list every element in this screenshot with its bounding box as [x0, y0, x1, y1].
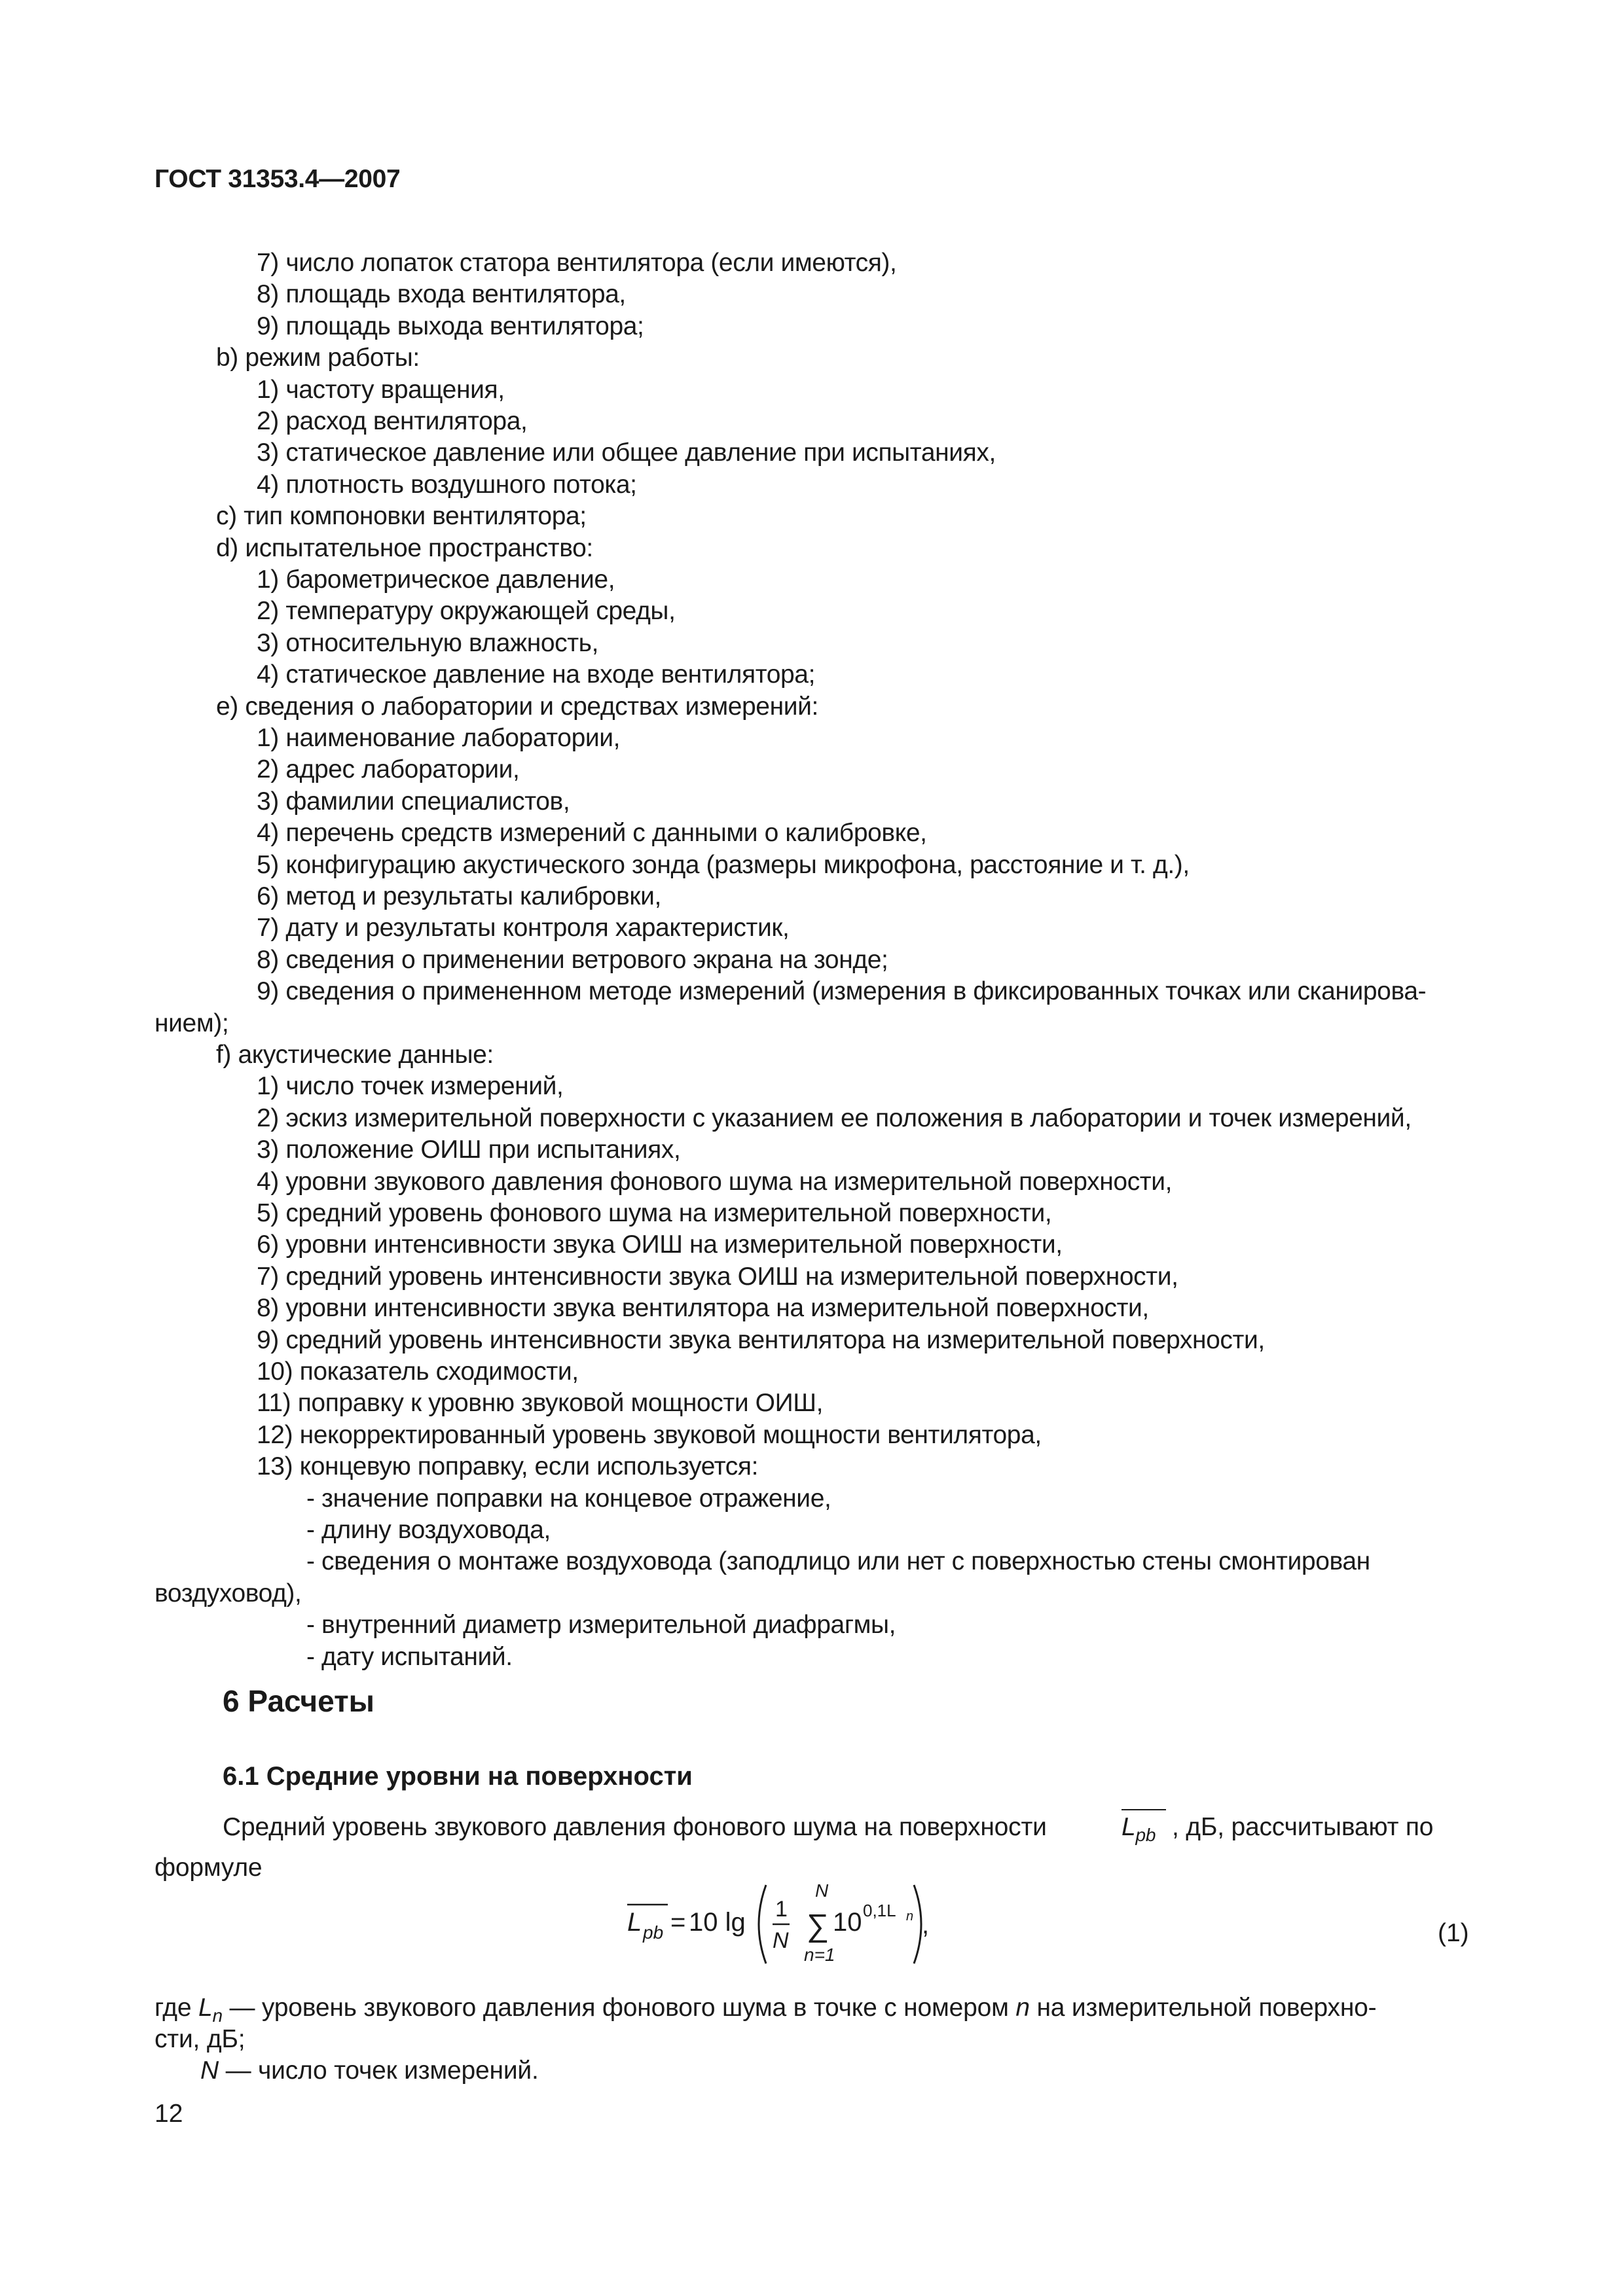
formula-left-paren — [759, 1885, 766, 1964]
where-desc-3: — число точек измерений. — [225, 2056, 539, 2085]
list-line: 9) площадь выхода вентилятора; — [257, 312, 644, 340]
list-line: - сведения о монтаже воздуховода (заподлицо или нет с поверхностью стены смонтирован — [306, 1547, 1370, 1576]
where-var-L: L — [198, 1994, 213, 2022]
list-line: 1) частоту вращения, — [257, 375, 505, 404]
list-line: 5) конфигурацию акустического зонда (размеры микрофона, расстояние и т. д.), — [257, 850, 1190, 879]
list-line: 2) температуру окружающей среды, — [257, 597, 676, 626]
intro-text-3: формуле — [155, 1854, 263, 1882]
list-line: 5) средний уровень фонового шума на измерительной поверхности, — [257, 1199, 1052, 1227]
where-line-1 — [155, 1992, 1376, 2032]
list-line: 2) эскиз измерительной поверхности с указанием ее положения в лаборатории и точек измерений, — [257, 1103, 1412, 1132]
formula-trail: , — [922, 1910, 930, 1939]
formula-equals: = — [670, 1908, 686, 1937]
formula-sum-top: N — [815, 1880, 829, 1901]
list-line: 4) перечень средств измерений с данными о калибровке, — [257, 819, 927, 848]
formula-frac-num: 1 — [775, 1897, 788, 1922]
document-header: ГОСТ 31353.4—2007 — [155, 165, 401, 193]
intro-symbol-sub: pb — [1135, 1824, 1156, 1845]
where-var-N: N — [200, 2056, 219, 2085]
list-line: 8) площадь входа вентилятора, — [257, 280, 626, 309]
list-line: - значение поправки на концевое отражение, — [306, 1484, 831, 1513]
list-line: 9) сведения о примененном методе измерений (измерения в фиксированных точках или сканирова- — [257, 977, 1427, 1006]
intro-symbol-main: L — [1122, 1813, 1136, 1841]
list-line: 8) уровни интенсивности звука вентилятора на измерительной поверхности, — [257, 1294, 1149, 1323]
list-line: 2) адрес лаборатории, — [257, 755, 520, 784]
formula-exp-sub: n — [906, 1909, 914, 1924]
list-line: нием); — [155, 1009, 229, 1037]
intro-text-2-wrap — [1172, 1812, 1433, 1843]
list-line: d) испытательное пространство: — [216, 533, 593, 562]
list-line: 6) метод и результаты калибровки, — [257, 882, 661, 910]
intro-text-1: Средний уровень звукового давления фонового шума на поверхности — [223, 1813, 1047, 1841]
list-line: - длину воздуховода, — [306, 1516, 551, 1544]
list-line: - дату испытаний. — [306, 1642, 513, 1671]
list-line: 7) число лопаток статора вентилятора (если имеются), — [257, 249, 897, 277]
intro-paragraph-line — [223, 1812, 1047, 1843]
list-line: 4) уровни звукового давления фонового шума на измерительной поверхности, — [257, 1167, 1173, 1196]
list-line: 13) концевую поправку, если используется: — [257, 1452, 759, 1481]
list-line: 3) фамилии специалистов, — [257, 787, 570, 816]
list-line: 10) показатель сходимости, — [257, 1357, 579, 1386]
list-line: 4) статическое давление на входе вентилятора; — [257, 660, 816, 689]
formula-lhs-sub: pb — [643, 1922, 664, 1943]
list-line: 3) положение ОИШ при испытаниях, — [257, 1136, 681, 1164]
list-line: 6) уровни интенсивности звука ОИШ на измерительной поверхности, — [257, 1230, 1063, 1259]
list-line: 8) сведения о применении ветрового экрана на зонде; — [257, 945, 888, 974]
list-line: c) тип компоновки вентилятора; — [216, 502, 587, 531]
formula-frac-den: N — [773, 1928, 789, 1953]
intro-symbol — [1122, 1812, 1156, 1851]
where-desc-1b: на измерительной поверхно- — [1036, 1994, 1377, 2022]
list-line: 1) барометрическое давление, — [257, 565, 615, 594]
list-line: 1) число точек измерений, — [257, 1072, 564, 1101]
page-number: 12 — [155, 2100, 183, 2128]
intro-text-2: , дБ, рассчитывают по — [1172, 1813, 1434, 1841]
formula-right-paren — [914, 1885, 921, 1964]
formula-base: 10 — [833, 1908, 862, 1937]
section-title: 6 Расчеты — [223, 1684, 374, 1718]
list-line: - внутренний диаметр измерительной диафрагмы, — [306, 1611, 896, 1640]
list-line: 7) средний уровень интенсивности звука ОИШ на измерительной поверхности, — [257, 1262, 1178, 1291]
formula-coef: 10 lg — [689, 1908, 746, 1937]
list-line: 9) средний уровень интенсивности звука вентилятора на измерительной поверхности, — [257, 1325, 1265, 1354]
list-line: f) акустические данные: — [216, 1041, 494, 1069]
list-line: b) режим работы: — [216, 344, 420, 372]
list-line: e) сведения о лаборатории и средствах измерений: — [216, 692, 818, 721]
formula-exp: 0,1L — [863, 1901, 896, 1920]
list-line: 1) наименование лаборатории, — [257, 724, 621, 752]
where-var-L-sub: n — [212, 2005, 223, 2026]
list-line: 2) расход вентилятора, — [257, 407, 528, 435]
intro-text-3-wrap — [155, 1852, 262, 1884]
list-line: 11) поправку к уровню звуковой мощности ОИШ, — [257, 1389, 824, 1418]
formula-number: (1) — [1438, 1919, 1469, 1947]
list-line: 4) плотность воздушного потока; — [257, 470, 637, 499]
where-var-n: n — [1015, 1994, 1030, 2022]
formula-sigma: ∑ — [807, 1909, 830, 1943]
formula-lhs-main: L — [627, 1908, 642, 1937]
list-line: 3) относительную влажность, — [257, 628, 599, 657]
where-desc-1: — уровень звукового давления фонового шума в точке с номером — [229, 1994, 1009, 2022]
where-line-2: сти, дБ; — [155, 2025, 246, 2053]
where-line-3 — [200, 2055, 539, 2087]
formula-sum-bottom: n=1 — [804, 1945, 835, 1965]
list-line: воздуховод), — [155, 1579, 302, 1607]
where-label: где — [155, 1994, 192, 2022]
list-line: 12) некорректированный уровень звуковой мощности вентилятора, — [257, 1420, 1042, 1449]
list-line: 3) статическое давление или общее давление при испытаниях, — [257, 439, 996, 467]
subsection-title: 6.1 Средние уровни на поверхности — [223, 1762, 693, 1791]
list-line: 7) дату и результаты контроля характеристик, — [257, 914, 790, 942]
